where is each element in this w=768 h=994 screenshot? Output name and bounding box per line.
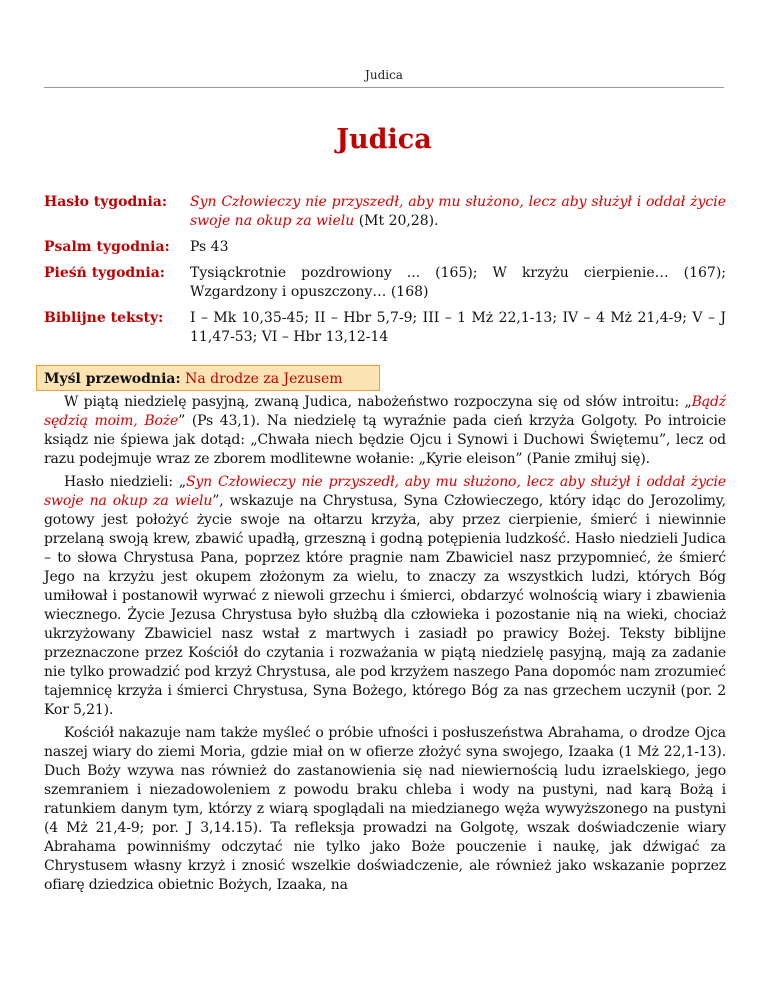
p1-text-b: ” (Ps 43,1). Na niedzielę tą wyraźnie pada cień krzyża Golgoty. Po introicie ksiądz nie śpiewa jak dotąd: „Chwała niech będzie Ojcu i Synowi i Duchowi Świętemu”, lecz od razu podejmuje wraz ze zborem modlitewne wołanie: „Kyrie eleison” (Panie zmiłuj się). [44, 413, 726, 467]
p1-text-a: W piątą niedzielę pasyjną, zwaną Judica, nabożeństwo rozpoczyna się od słów introitu: „ [64, 394, 692, 410]
info-row-teksty [44, 309, 726, 347]
haslo-quote: Syn Człowieczy nie przyszedł, aby mu służono, lecz aby służył i oddał życie swoje na okup za wielu [190, 194, 726, 229]
info-row-piesn [44, 264, 726, 302]
thought-value: Na drodze za Jezusem [185, 371, 343, 387]
psalm-label: Psalm tygodnia: [44, 239, 170, 255]
body-text [44, 393, 726, 899]
paragraph-2 [44, 473, 726, 720]
teksty-value: I – Mk 10,35-45; II – Hbr 5,7-9; III – 1 Mż 22,1-13; IV – 4 Mż 21,4-9; V – J 11,47-53; VI – Hbr 13,12-14 [190, 310, 726, 345]
teksty-label: Biblijne teksty: [44, 310, 164, 326]
p2-quote: Syn Człowieczy nie przyszedł, aby mu służono, lecz aby służył i oddał życie swoje na okup za wielu [44, 474, 726, 509]
p2-text-a: Hasło niedzieli: „ [64, 474, 186, 490]
info-table [44, 193, 726, 354]
thought-heading [44, 370, 343, 388]
piesn-value: Tysiąckrotnie pozdrowiony ... (165); W krzyżu cierpienie… (167); Wzgardzony i opuszczony… (168) [190, 265, 726, 300]
running-header: Judica [365, 68, 403, 82]
haslo-label: Hasło tygodnia: [44, 194, 168, 210]
p1-quote: Bądź sędzią moim, Boże [44, 394, 726, 429]
haslo-value [190, 193, 726, 231]
haslo-ref: (Mt 20,28). [354, 213, 439, 229]
header-divider [44, 87, 724, 88]
thought-label: Myśl przewodnia: [44, 371, 181, 387]
p2-text-b: ”, wskazuje na Chrystusa, Syna Człowieczego, który idąc do Jerozolimy, gotowy jest położyć życie swoje na ołtarzu krzyża, aby przez cierpienie, śmierć i niewinnie przelaną swoją krew, zbawić upadłą, grzeszną i godną potępienia ludzkość. Hasło niedzieli Judica – to słowa Chrystusa Pana, poprzez które pragnie nam Zbawiciel nasz przypomnieć, że śmierć Jego na krzyżu jest okupem złożonym za wielu, to znaczy za wszystkich ludzi, których Bóg umiłował i postanowił wyrwać z niewoli grzechu i śmierci, obdarzyć wolnością wiary i zbawienia wiecznego. Życie Jezusa Chrystusa było służbą dla człowieka i pozostanie nią na wieki, chociaż ukrzyżowany Zbawiciel nasz wstał z martwych i zasiadł po prawicy Bożej. Teksty biblijne przeznaczone przez Kościół do czytania i rozważania w piątą niedzielę pasyjną, mają za zadanie nie tylko prowadzić pod krzyż Chrystusa, ale pod krzyżem naszego Pana dopomóc nam zrozumieć tajemnicę krzyża i śmierci Chrystusa, Syna Bożego, którego Bóg za nas grzechem uczynił (por. 2 Kor 5,21). [44, 493, 726, 718]
paragraph-1 [44, 393, 726, 469]
info-row-psalm [44, 238, 726, 257]
psalm-value: Ps 43 [190, 239, 229, 255]
page-title: Judica [336, 124, 432, 155]
info-row-haslo [44, 193, 726, 231]
piesn-label: Pieśń tygodnia: [44, 265, 165, 281]
paragraph-3: Kościół nakazuje nam także myśleć o próbie ufności i posłuszeństwa Abrahama, o drodze Ojca naszej wiary do ziemi Moria, gdzie miał on w ofierze złożyć syna swojego, Izaaka (1 Mż 22,1-13). Duch Boży wzywa nas również do zastanowienia się nad niewiernością ludu izraelskiego, jego szemraniem i niezadowoleniem z powodu braku chleba i wody na pustyni, nad karą Bożą i ratunkiem danym tym, którzy z wiarą spoglądali na miedzianego węża wywyższonego na pustyni (4 Mż 21,4-9; por. J 3,14.15). Ta refleksja prowadzi na Golgotę, wszak doświadczenie wiary Abrahama powinniśmy odczytać nie tylko jako Boże pouczenie i naukę, jak dźwigać za Chrystusem własny krzyż i znosić wszelkie doświadczenie, ale również jako wskazanie poprzez ofiarę dziedzica obietnic Bożych, Izaaka, na [44, 725, 726, 893]
